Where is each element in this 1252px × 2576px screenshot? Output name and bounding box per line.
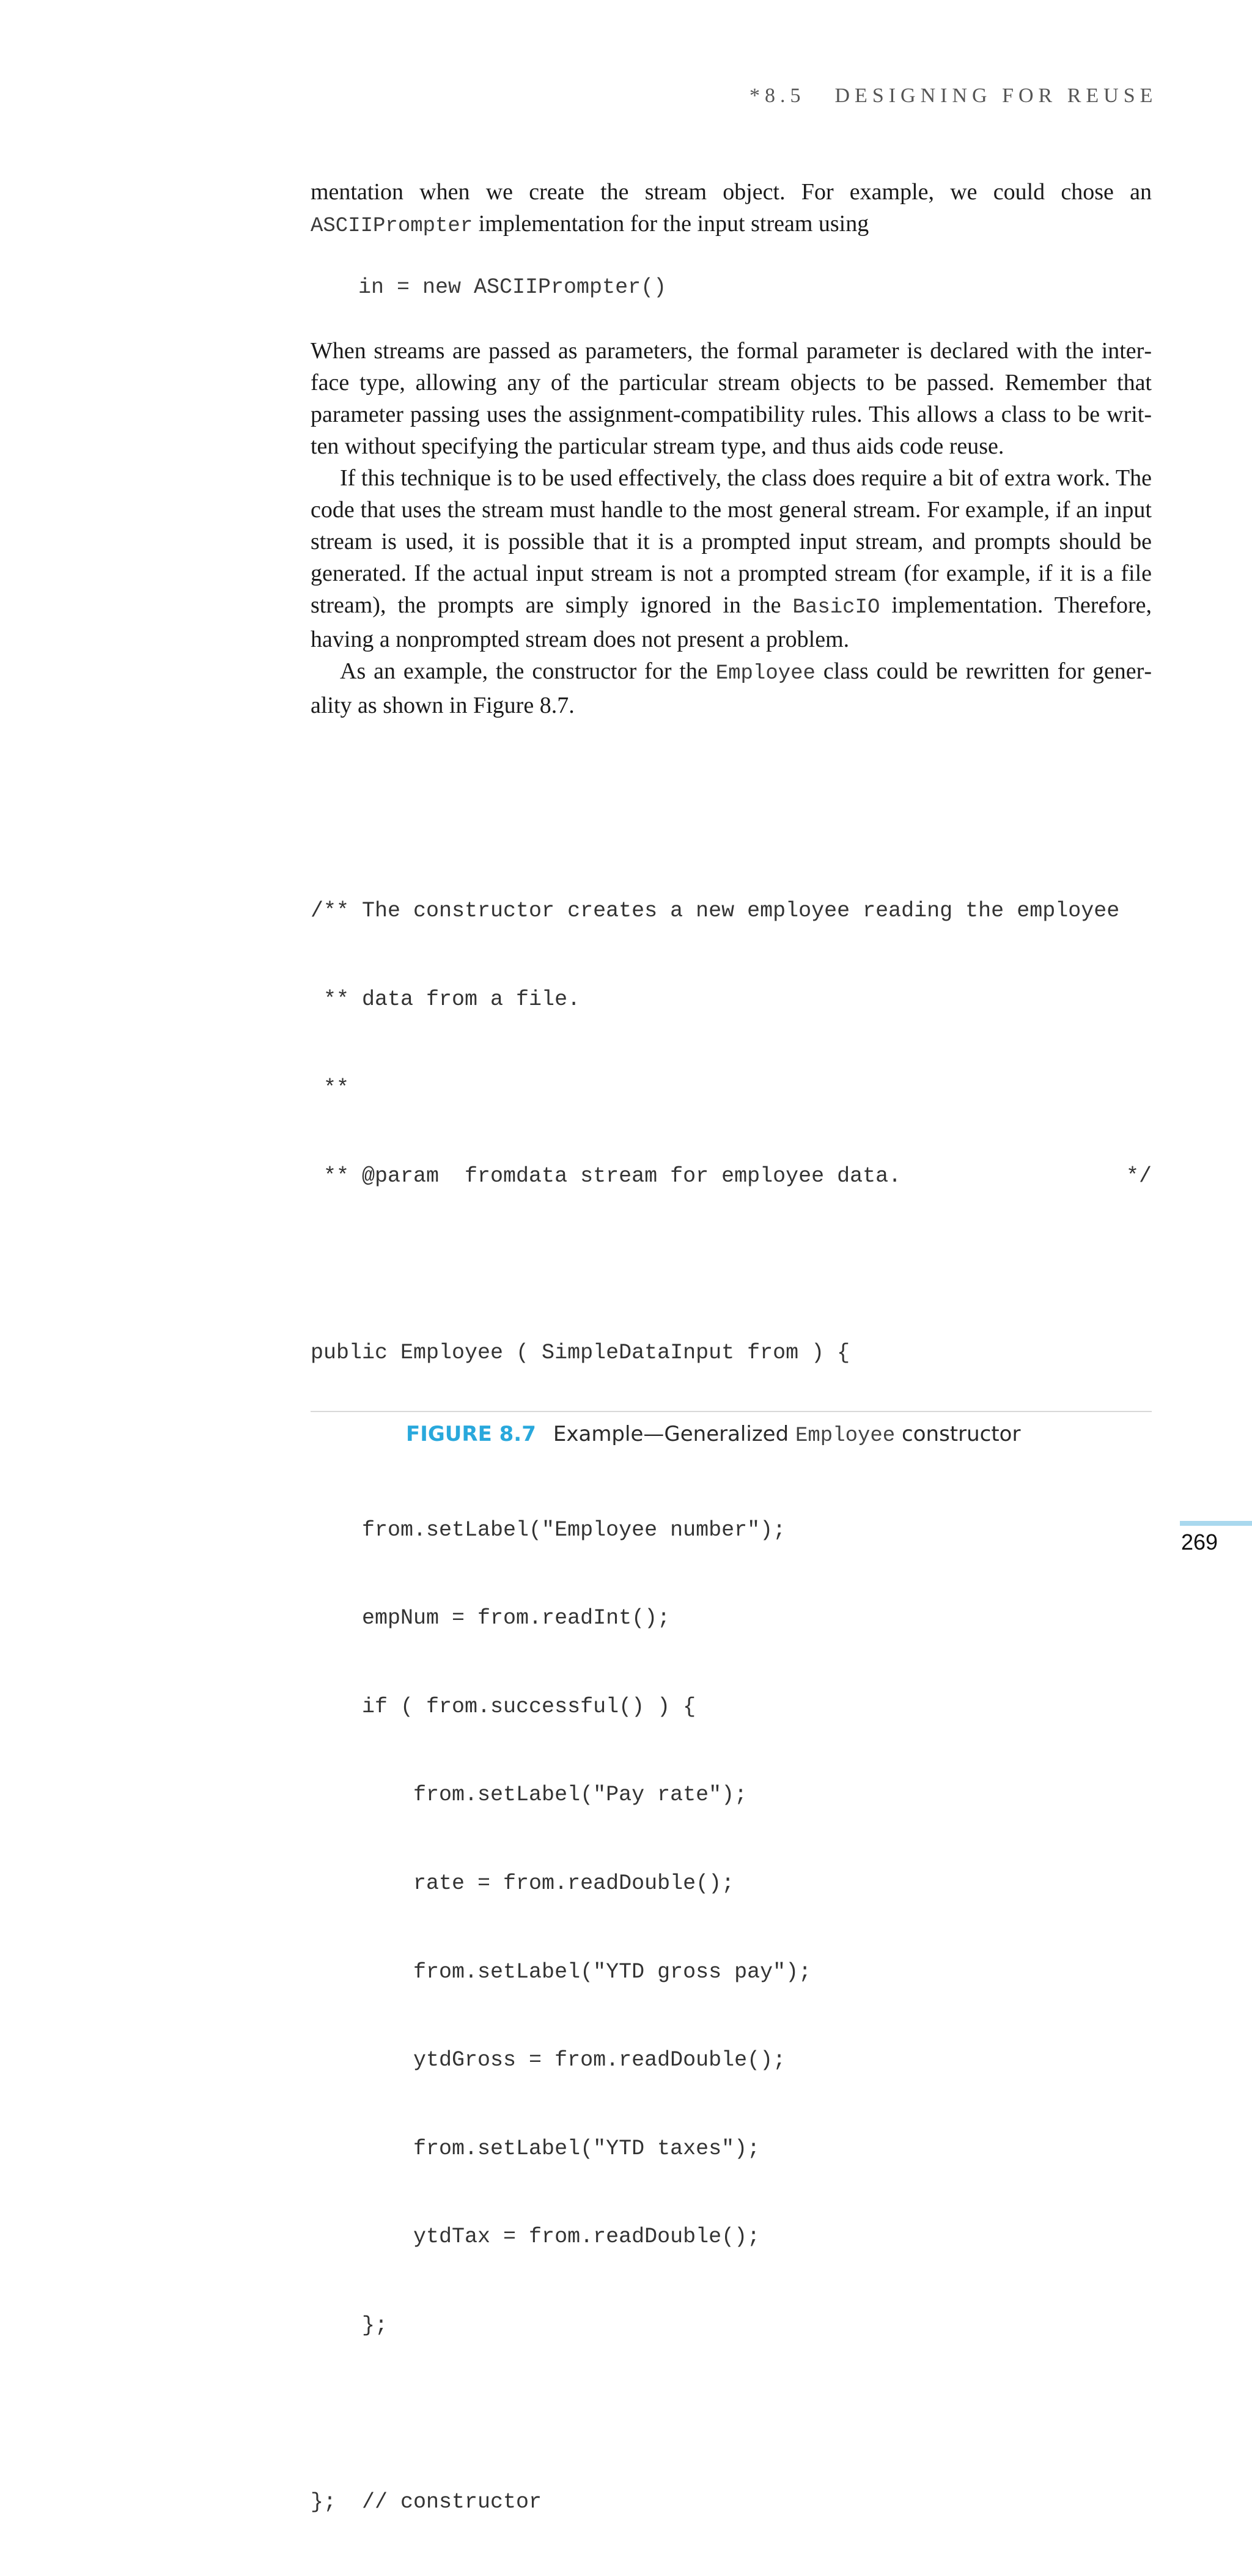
figure-label: FIGURE 8.7: [406, 1422, 536, 1446]
code-line: /** The constructor creates a new employee reading the employee: [311, 899, 1120, 924]
figure-divider: [311, 1411, 1152, 1412]
body-text: mentation when we create the stream object. For example, we could chose an: [311, 179, 1152, 205]
code-line: empNum = from.readInt();: [311, 1606, 671, 1631]
inline-code: BasicIO: [792, 596, 880, 619]
paragraph-streams-as-parameters: When streams are passed as parameters, the formal parameter is declared with the interface type, allowing any of the particular stream objects to be passed. Remember that parameter passing uses the assignment-compatibility rules. This allows a class to be written without specifying the particular stream type, and thus aids code reuse.: [311, 338, 1152, 459]
comment-end-marker: */: [1125, 1164, 1152, 1189]
body-text: If this technique is to be used effectively, the class does require a bit of extra work. The code that uses the stream must handle to the most general stream. For example, if an input stream is used, it is possible that it is a prompted input stream, and prompts should be generated. If the actual input stream is not a prompted stream (for example, if it is a file stream), the prompts are simply ignored in the: [311, 465, 1152, 618]
running-head-section-number: *8.5: [749, 84, 806, 107]
code-line: ** @param fromdata stream for employee data. */: [311, 1161, 1152, 1191]
figure-code-listing: [311, 837, 1152, 2576]
code-line: if ( from.successful() ) {: [311, 1694, 696, 1719]
code-line: [311, 1250, 1152, 1279]
code-line: rate = from.readDouble();: [311, 1871, 735, 1896]
figure-caption: [406, 1422, 1020, 1448]
body-text: implementation for the input stream using: [473, 211, 869, 237]
code-line: from.setLabel("Employee number");: [311, 1517, 786, 1542]
code-line: from.setLabel("YTD taxes");: [311, 2136, 760, 2161]
code-line: public Employee ( SimpleDataInput from ) {: [311, 1341, 850, 1366]
running-head-section-title: DESIGNING FOR REUSE: [834, 84, 1158, 107]
caption-text: constructor: [895, 1422, 1021, 1446]
inline-code: Employee: [715, 662, 816, 685]
paragraph-technique: [311, 462, 1152, 655]
page-edge-tab: [1180, 1521, 1252, 1526]
page-number: 269: [1181, 1529, 1218, 1555]
running-head: [749, 84, 1157, 108]
inline-code: ASCIIPrompter: [311, 215, 473, 238]
body-text: As an example, the constructor for the: [340, 658, 716, 684]
body-paragraph-intro: [311, 176, 1152, 242]
body-text: implementation. Therefore, having a nonprompted stream does not present a problem.: [311, 592, 1152, 652]
code-line: [311, 2399, 1152, 2429]
code-line: ytdTax = from.readDouble();: [311, 2225, 760, 2250]
paragraph-example: [311, 655, 1152, 721]
caption-text: Example—Generalized: [553, 1422, 795, 1446]
code-line: }; // constructor: [311, 2490, 542, 2515]
code-line: };: [311, 2313, 388, 2338]
code-line: **: [311, 1075, 350, 1100]
display-code-line: in = new ASCIIPrompter(): [358, 275, 667, 300]
code-line: from.setLabel("Pay rate");: [311, 1783, 748, 1808]
code-line: ytdGross = from.readDouble();: [311, 2048, 786, 2073]
body-text: class could be rewritten for generality as shown in Figure 8.7.: [311, 658, 1152, 718]
code-line: ** data from a file.: [311, 987, 581, 1012]
caption-code: Employee: [795, 1424, 896, 1448]
code-line: from.setLabel("YTD gross pay");: [311, 1959, 812, 1984]
body-text-block: [311, 335, 1152, 721]
